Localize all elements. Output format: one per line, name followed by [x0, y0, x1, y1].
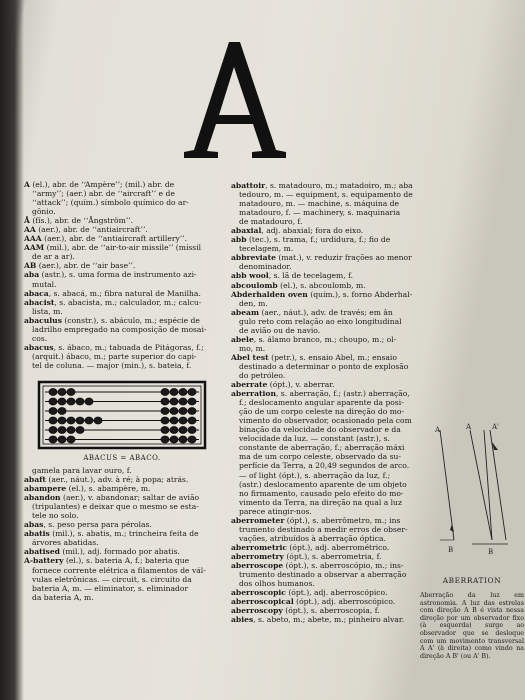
diagram-label: A: [435, 426, 441, 434]
entry-line: [24, 225, 222, 234]
entry-line: [24, 252, 222, 261]
entry-text: (mil.), s. abatis, m.; trincheira feita de: [49, 529, 199, 539]
entry-text: , s. álamo branco, m.; choupo, m.; ol-: [253, 334, 397, 344]
entry-text: (aer., náut.), adv. de través; em ân: [259, 307, 393, 317]
entry-line: [231, 489, 431, 498]
entry-line: [24, 180, 222, 189]
entry-line: [24, 584, 222, 593]
entry-text: (aer.), abr. de ‘‘antiaircraft artillery’’.: [41, 234, 188, 244]
entry-text: (ópt.), s. aberroscópio, m.; ins-: [283, 560, 404, 570]
entry-text: árvores abatidas.: [32, 538, 99, 548]
entry-text: , s. abacista, m.; calculador, m.; calcu-: [54, 297, 202, 307]
entry-line: [24, 243, 222, 252]
abacus-bead: [188, 427, 196, 434]
section-letter: [180, 40, 290, 160]
entry-headword: abbreviate: [231, 253, 276, 263]
diagram-label: B: [488, 548, 494, 556]
entry-line: [24, 511, 222, 520]
entry-headword: aberrometry: [231, 551, 284, 561]
abacus-bead: [188, 408, 196, 415]
entry-line: [231, 516, 431, 525]
entry-headword: AA: [24, 225, 36, 235]
entry-line: [24, 280, 222, 289]
abacus-bead: [67, 398, 75, 405]
entry-text: (ópt.), v. aberrar.: [267, 380, 335, 390]
entry-text: gônio.: [32, 207, 56, 217]
abacus-bead: [58, 389, 66, 396]
entry-line: [24, 493, 222, 502]
entry-text: (el.), s. abampère, m.: [66, 484, 151, 494]
abacus-bead: [161, 408, 169, 415]
entry-line: [24, 198, 222, 207]
section-letter-glyph: [184, 42, 286, 158]
entry-text: (aer., náut.), adv. à ré; à popa; atrás.: [45, 475, 189, 485]
entry-line: [231, 434, 431, 443]
entry-headword: aberrometer: [231, 515, 285, 525]
entry-line: [231, 389, 431, 398]
abacus-bead: [49, 436, 57, 443]
entry-text: bateria A, m. — eliminator, s. eliminador: [32, 583, 189, 593]
entry-line: [24, 502, 222, 511]
entry-headword: aberrometric: [231, 542, 288, 552]
abacus-bead: [49, 398, 57, 405]
entry-text: (constr.), s. abáculo, m.; espécie de: [61, 315, 200, 325]
dictionary-page: [22, 0, 525, 700]
entry-line: [231, 525, 431, 534]
entry-headword: abies: [231, 615, 254, 625]
entry-line: [24, 547, 222, 556]
entry-headword: abeam: [231, 307, 260, 317]
left-column-continued: [24, 466, 222, 602]
abacus-bead: [76, 417, 84, 424]
abacus-bead: [170, 398, 178, 405]
entry-text: vulas eletrônicas. — circuit, s. circuito da: [32, 574, 192, 584]
entry-headword: aberroscopy: [231, 606, 283, 616]
entry-headword: AB: [24, 261, 37, 271]
entry-text: , s. peso persa para pérolas.: [43, 520, 152, 530]
right-column: [231, 181, 431, 624]
entry-text: trumento destinado a medir erros de obser-: [239, 524, 408, 534]
entry-headword: Abderhalden oven: [231, 289, 308, 299]
entry-headword: abb: [231, 235, 247, 245]
abacus-bead: [49, 408, 57, 415]
entry-line: [24, 529, 222, 538]
abacus-bead: [67, 436, 75, 443]
entry-headword: abatised: [24, 547, 60, 557]
entry-text: (ópt.), s. aberroscopia, f.: [282, 606, 380, 616]
entry-line: [231, 226, 431, 235]
entry-text: ladrilho empregado na composição de mosai-: [32, 324, 207, 334]
entry-text: velocidade da luz. — constant (astr.), s.: [239, 434, 390, 444]
abacus-bead: [188, 398, 196, 405]
entry-headword: aberroscopical: [231, 597, 294, 607]
entry-line: [231, 326, 431, 335]
entry-line: [231, 190, 431, 199]
entry-text: cos.: [32, 333, 48, 343]
entry-text: fornece corrente elétrica a filamentos de vál-: [32, 565, 206, 575]
entry-text: matadouro, f. — machinery, s. maquinaria: [239, 208, 401, 218]
abacus-bead: [58, 427, 66, 434]
entry-line: [231, 281, 431, 290]
abacus-bead: [188, 436, 196, 443]
abacus-bead: [94, 417, 102, 424]
aberration-caption: Aberração da luz em astronomia. A luz das estrelas com direção A B é vista nessa direção por um observador fixo (à esquerda) surge ao observador que se desloque com um movimento transversal A A' (à direita) como vindo na direção A B' (ou A' B).: [420, 592, 524, 660]
entry-line: [231, 461, 431, 470]
entry-text: matadouro, m. — machine, s. máquina de: [239, 199, 400, 209]
entry-line: [231, 181, 431, 190]
entry-line: [24, 466, 222, 475]
entry-line: [24, 484, 222, 493]
entry-line: [231, 199, 431, 208]
entry-line: [24, 361, 222, 370]
abacus-bead: [58, 436, 66, 443]
entry-line: [24, 352, 222, 361]
entry-line: [231, 208, 431, 217]
abacus-bead: [58, 398, 66, 405]
abacus-bead: [67, 417, 75, 424]
abacus-bead: [170, 427, 178, 434]
entry-text: (aer.), v. abandonar; saltar de avião: [60, 493, 200, 503]
abacus-bead: [76, 427, 84, 434]
entry-line: [231, 570, 431, 579]
entry-text: mo, m.: [239, 343, 266, 353]
entry-text: (tripulantes) e deixar que o mesmo se esta-: [32, 502, 199, 512]
entry-text: f.; deslocamento angular aparente da posi-: [239, 398, 404, 408]
entry-headword: abacus: [24, 342, 54, 352]
entry-line: [231, 543, 431, 552]
abacus-bead: [49, 417, 57, 424]
entry-text: (el.), s. bateria A, f.; bateria que: [63, 556, 190, 566]
entry-line: [231, 552, 431, 561]
entry-headword: abcoulomb: [231, 280, 278, 290]
entry-line: [231, 235, 431, 244]
abacus-bead: [179, 398, 187, 405]
entry-text: — of light (ópt.), s. aberração da luz, f.;: [239, 470, 391, 480]
entry-text: constante de aberração, f.; aberração máxi: [239, 443, 405, 453]
entry-text: (el.), abr. de ‘‘Ampère’’; (mil.) abr. de: [29, 180, 175, 189]
entry-text: ma de um corpo celeste, observado da su-: [239, 452, 401, 462]
aberration-title: ABERRATION: [442, 576, 502, 585]
entry-line: [24, 261, 222, 270]
entry-headword: abb wool: [231, 271, 269, 281]
abacus-bead: [170, 417, 178, 424]
entry-line: [231, 507, 431, 516]
abacus-bead: [179, 389, 187, 396]
entry-line: [231, 299, 431, 308]
entry-headword: AAA: [24, 234, 42, 244]
entry-text: mutal.: [32, 279, 57, 289]
entry-text: (ópt.), adj. aberroscópico.: [293, 597, 396, 607]
entry-text: (ópt.), s. aberrometria, f.: [283, 551, 382, 561]
entry-line: [24, 298, 222, 307]
entry-line: [231, 561, 431, 570]
entry-text: binação da velocidade do observador e da: [239, 425, 401, 435]
entry-text: tele no solo.: [32, 511, 79, 521]
entry-line: [24, 289, 222, 298]
book-gutter-shadow: [0, 0, 24, 700]
entry-line: [231, 452, 431, 461]
entry-line: [231, 534, 431, 543]
entry-headword: abandon: [24, 493, 61, 503]
entry-line: [24, 556, 222, 565]
abacus-bead: [85, 417, 93, 424]
entry-line: [24, 520, 222, 529]
entry-line: [231, 335, 431, 344]
entry-line: [231, 244, 431, 253]
entry-headword: AAM: [24, 243, 45, 253]
entry-line: [231, 407, 431, 416]
entry-line: [231, 471, 431, 480]
entry-line: [231, 308, 431, 317]
entry-line: [24, 475, 222, 484]
entry-line: [231, 416, 431, 425]
abacus-bead: [161, 417, 169, 424]
entry-line: [231, 253, 431, 262]
entry-text: ‘‘army’’; (aer.) abr. de ‘‘aircraft’’ e de: [32, 189, 175, 199]
entry-line: [24, 234, 222, 243]
entry-text: gamela para lavar ouro, f.: [32, 466, 132, 475]
entry-line: [231, 362, 431, 371]
entry-text: (ópt.), adj. aberrométrico.: [287, 542, 390, 552]
abacus-bead: [76, 398, 84, 405]
entry-line: [231, 262, 431, 271]
entry-text: (ópt.), adj. aberroscópico.: [285, 588, 388, 598]
entry-line: [231, 398, 431, 407]
entry-text: den, m.: [239, 298, 268, 308]
entry-line: [24, 189, 222, 198]
entry-text: parece atingir-nos.: [239, 506, 312, 516]
entry-headword: abattoir: [231, 181, 266, 190]
entry-line: [231, 606, 431, 615]
entry-text: , s. lã de tecelagem, f.: [268, 271, 354, 281]
abacus-bead: [179, 427, 187, 434]
entry-headword: Abel test: [231, 352, 269, 362]
entry-headword: abaxial: [231, 226, 262, 236]
entry-text: ção de um corpo celeste na direção do mo-: [239, 407, 405, 417]
entry-text: (tec.), s. trama, f.; urdidura, f.; fio de: [246, 235, 391, 245]
abacus-bead: [49, 427, 57, 434]
entry-line: [24, 343, 222, 352]
entry-line: [231, 353, 431, 362]
abacus-bead: [179, 436, 187, 443]
entry-line: [24, 566, 222, 575]
entry-text: de ar a ar).: [32, 252, 75, 262]
entry-line: [24, 207, 222, 216]
entry-headword: abatis: [24, 529, 50, 539]
abacus-caption: ABACUS = ABACO.: [83, 454, 161, 462]
entry-line: [231, 290, 431, 299]
entry-line: [24, 270, 222, 279]
abacus-bead: [170, 436, 178, 443]
entry-text: (mil.), abr. de ‘‘air-to-air missile’’ (míssil: [44, 243, 202, 253]
abacus-bead: [179, 408, 187, 415]
abacus-illustration: [37, 380, 207, 450]
entry-headword: aberrate: [231, 380, 268, 390]
entry-line: [24, 334, 222, 343]
entry-text: no firmamento, causado pelo efeito do mo-: [239, 488, 404, 498]
entry-text: (astr.), s. uma forma de instrumento azi-: [39, 270, 197, 280]
entry-headword: abele: [231, 334, 254, 344]
entry-text: , s. aberração, f.; (astr.) aberração,: [275, 389, 410, 399]
entry-text: (mat.), v. reduzir frações ao menor: [275, 253, 412, 263]
entry-line: [231, 217, 431, 226]
entry-line: [24, 216, 222, 225]
entry-line: [231, 597, 431, 606]
entry-text: (arquit.) ábaco, m.; parte superior do capi-: [32, 351, 197, 361]
entry-headword: abacist: [24, 297, 55, 307]
entry-headword: aba: [24, 270, 40, 280]
abacus-bead: [49, 389, 57, 396]
entry-line: [231, 271, 431, 280]
entry-headword: abaculus: [24, 315, 62, 325]
entry-text: gulo reto com relação ao eixo longitudinal: [239, 316, 402, 326]
left-column: [24, 180, 222, 370]
entry-text: (ópt.), s. aberrômetro, m.; ins: [284, 515, 401, 525]
entry-text: , s. matadouro, m.; matadoiro, m.; aba: [265, 181, 413, 190]
abacus-bead: [161, 398, 169, 405]
entry-headword: abampere: [24, 484, 67, 494]
entry-line: [231, 425, 431, 434]
entry-text: ‘‘attack’’; (quím.) símbolo químico do ar-: [32, 198, 189, 208]
entry-text: vações, atribuídos à aberração óptica.: [239, 533, 386, 543]
abacus-bead: [58, 408, 66, 415]
entry-line: [231, 344, 431, 353]
abacus-bead: [67, 389, 75, 396]
entry-line: [231, 498, 431, 507]
abacus-bead: [179, 417, 187, 424]
diagram-label: B: [448, 546, 454, 554]
entry-text: vimento do observador, ocasionado pela com: [239, 416, 412, 426]
abacus-bead: [188, 417, 196, 424]
entry-text: do petróleo.: [239, 370, 286, 380]
abacus-bead: [85, 398, 93, 405]
abacus-bead: [170, 389, 178, 396]
abacus-bead: [161, 427, 169, 434]
entry-text: destinado a determinar o ponto de explosão: [239, 361, 409, 371]
entry-text: , s. abacá, m.; fibra natural de Manilha.: [48, 288, 201, 298]
entry-headword: A: [24, 180, 30, 189]
entry-line: [231, 371, 431, 380]
entry-line: [231, 615, 431, 624]
diagram-label: A': [492, 423, 499, 431]
entry-text: trumento destinado a observar a aberração: [239, 570, 407, 580]
entry-headword: A-battery: [24, 556, 64, 566]
entry-line: [231, 317, 431, 326]
entry-headword: aberration: [231, 389, 276, 399]
entry-text: (mil.), adj. formado por abatis.: [59, 547, 180, 557]
entry-headword: aberroscopic: [231, 588, 286, 598]
entry-text: tecelagem, m.: [239, 244, 294, 254]
entry-text: tedouro, m. — equipment, s. equipamento de: [239, 190, 413, 200]
abacus-bead: [188, 389, 196, 396]
abacus-bead: [170, 408, 178, 415]
entry-line: [24, 593, 222, 602]
entry-text: , s. ábaco, m.; tabuada de Pitágoras, f.;: [53, 342, 204, 352]
entry-text: (petr.), s. ensaio Abel, m.; ensaio: [268, 352, 397, 362]
entry-line: [231, 380, 431, 389]
entry-line: [24, 575, 222, 584]
entry-text: dos olhos humanos.: [239, 579, 315, 589]
entry-text: (fís.), abr. de ‘‘Ångström’’.: [29, 216, 134, 226]
entry-headword: Å: [24, 216, 30, 226]
aberration-diagram: [432, 420, 512, 560]
abacus-bead: [58, 417, 66, 424]
diagram-label: A: [466, 423, 472, 431]
entry-text: de avião ou de navio.: [239, 325, 321, 335]
entry-text: de matadouro, f.: [239, 217, 303, 227]
entry-text: (aer.), abr. de ‘‘air base’’.: [36, 261, 136, 271]
entry-text: , s. abeto, m.; abete, m.; pinheiro alvar.: [253, 615, 405, 625]
entry-text: (el.), s. abcoulomb, m.: [277, 280, 366, 290]
abacus-bead: [161, 389, 169, 396]
entry-line: [24, 316, 222, 325]
entry-text: (quím.), s. forno Abderhal-: [307, 289, 413, 299]
entry-text: lista, m.: [32, 306, 63, 316]
abacus-bead: [67, 427, 75, 434]
entry-headword: abaca: [24, 288, 49, 298]
entry-text: tel de coluna. — major (min.), s. bateia, f.: [32, 360, 192, 370]
entry-headword: aberroscope: [231, 560, 284, 570]
entry-line: [24, 325, 222, 334]
entry-line: [231, 480, 431, 489]
entry-line: [24, 538, 222, 547]
entry-line: [231, 588, 431, 597]
entry-text: perfície da Terra, a 20,49 segundos de arco.: [239, 461, 410, 471]
entry-line: [231, 579, 431, 588]
entry-text: (astr.) deslocamento aparente de um objeto: [239, 479, 407, 489]
entry-line: [24, 307, 222, 316]
entry-text: denominador.: [239, 262, 292, 272]
entry-text: , adj. abaxial; fora do eixo.: [261, 226, 364, 236]
entry-text: vimento da Terra, na direção na qual a luz: [239, 497, 402, 507]
abacus-bead: [161, 436, 169, 443]
entry-text: (aer.), abr. de ‘‘antiaircraft’’.: [35, 225, 148, 235]
entry-line: [231, 443, 431, 452]
entry-headword: abaft: [24, 475, 46, 485]
entry-text: da bateria A, m.: [32, 592, 94, 602]
entry-headword: abas: [24, 520, 44, 530]
